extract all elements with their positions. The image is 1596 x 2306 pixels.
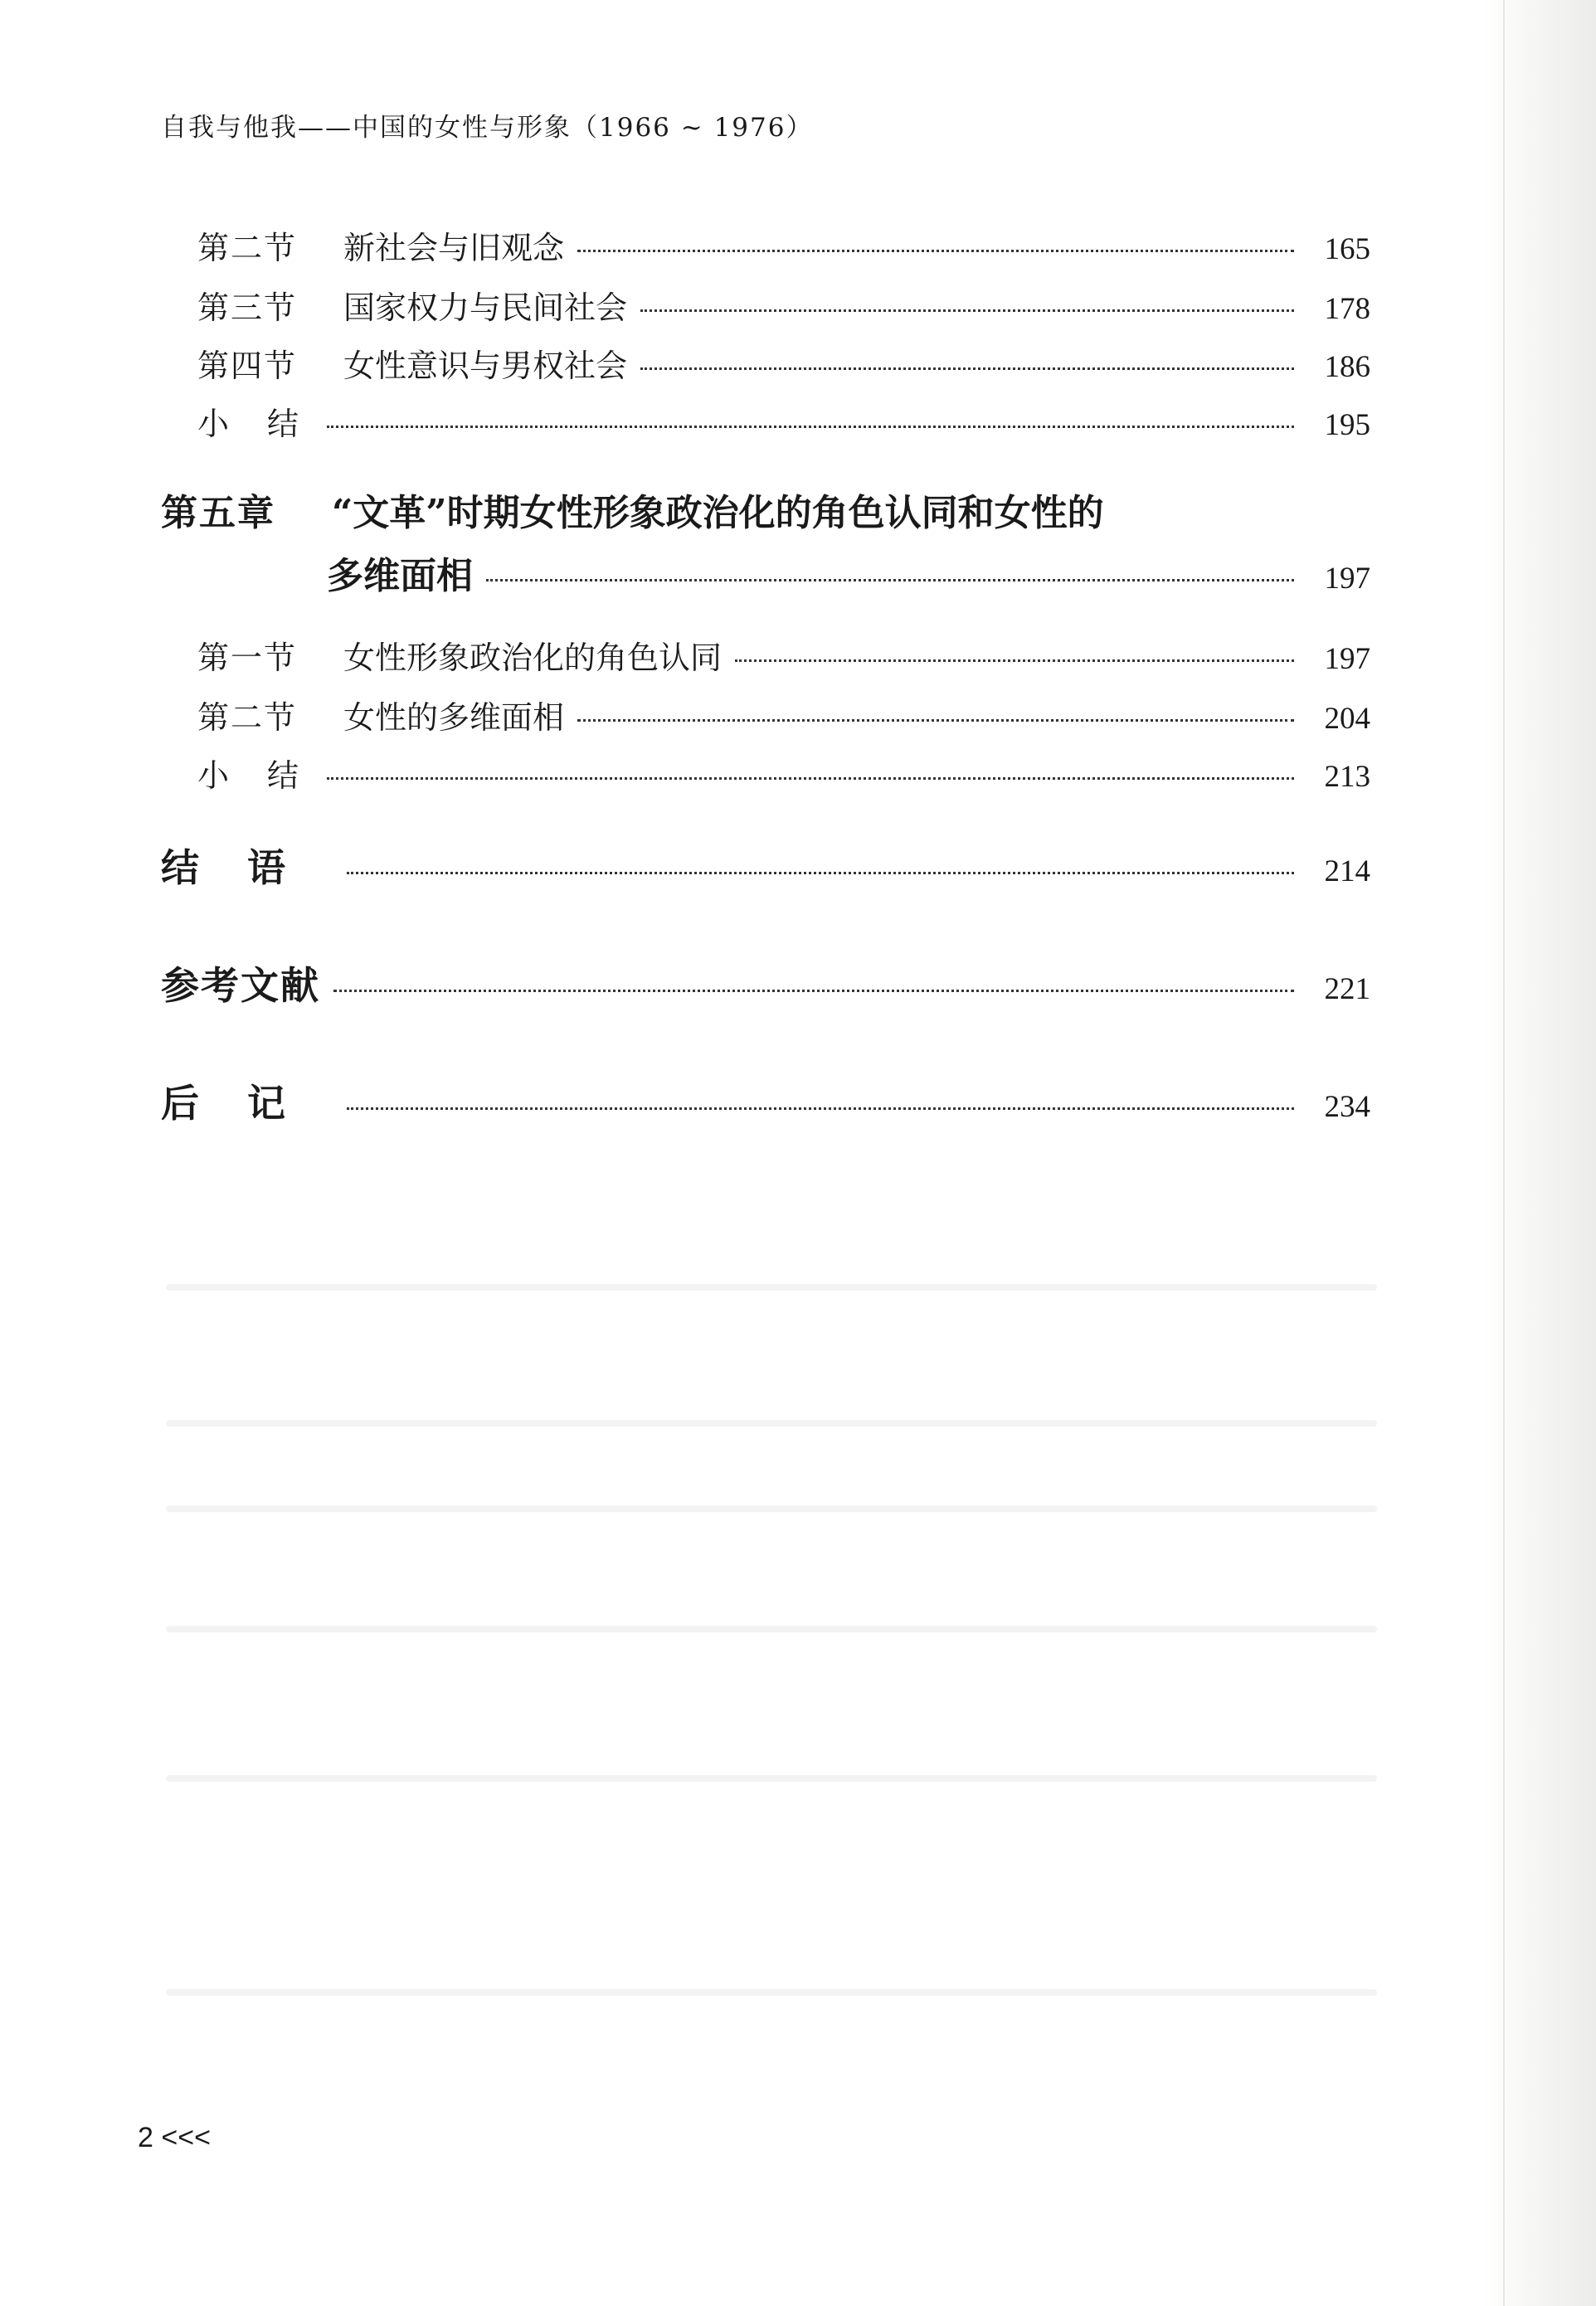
leader-dots [640, 309, 1294, 312]
toc-entry-references[interactable] [161, 956, 1370, 1007]
section-number: 第三节 [197, 289, 298, 326]
section-number: 小结 [197, 406, 338, 442]
page-number: 213 [1324, 760, 1370, 794]
bleed-through-mark [166, 1626, 1377, 1632]
page-number: 195 [1324, 408, 1370, 442]
chapter-title-line1: “文革”时期女性形象政治化的角色认同和女性的 [332, 492, 1104, 534]
leader-dots [640, 367, 1294, 370]
leader-dots [486, 579, 1294, 581]
toc-entry-postscript[interactable] [161, 1073, 1370, 1125]
toc-entry[interactable] [197, 282, 1370, 325]
leader-dots [347, 1107, 1294, 1110]
page-number: 197 [1324, 562, 1370, 596]
section-number: 小结 [197, 757, 338, 794]
toc-entry[interactable] [197, 340, 1370, 383]
running-header: 自我与他我——中国的女性与形象（1966 ~ 1976） [161, 113, 814, 143]
bleed-through-mark [166, 1420, 1377, 1427]
page-edge-line [1503, 0, 1505, 2306]
section-number: 第二节 [197, 699, 298, 736]
toc-entry[interactable] [197, 222, 1370, 265]
bleed-through-mark [166, 1989, 1377, 1996]
page-folio: 2 <<< [138, 2122, 211, 2153]
bleed-through-mark [166, 1284, 1377, 1291]
toc-entry[interactable] [197, 750, 1370, 793]
section-number: 第四节 [197, 348, 298, 384]
leader-dots [327, 777, 1294, 780]
leader-dots [577, 719, 1294, 722]
page-number: 186 [1324, 350, 1370, 384]
page-number: 178 [1324, 292, 1370, 326]
section-title: 国家权力与民间社会 [343, 289, 628, 326]
section-title: 新社会与旧观念 [343, 230, 565, 266]
leader-dots [577, 250, 1294, 252]
chapter-number: 第五章 [161, 492, 275, 534]
leader-dots [347, 872, 1294, 874]
chapter-heading[interactable] [161, 483, 1370, 533]
page-number: 204 [1324, 702, 1370, 736]
toc-entry[interactable] [197, 632, 1370, 675]
page-number: 214 [1324, 854, 1370, 888]
page-number: 234 [1324, 1090, 1370, 1124]
bleed-through-mark [166, 1506, 1377, 1512]
section-number: 第二节 [197, 230, 298, 266]
toc-entry[interactable] [197, 398, 1370, 441]
section-title: 女性形象政治化的角色认同 [343, 640, 723, 676]
toc-entry-conclusion[interactable] [161, 838, 1370, 889]
entry-label: 结语 [161, 845, 333, 890]
chapter-heading-continued[interactable] [327, 546, 1370, 596]
toc-entry[interactable] [197, 692, 1370, 735]
page-number: 221 [1324, 972, 1370, 1006]
page-number: 165 [1324, 232, 1370, 266]
section-title: 女性意识与男权社会 [343, 348, 628, 384]
chapter-title-line2: 多维面相 [327, 555, 473, 597]
section-number: 第一节 [197, 640, 298, 676]
page-number: 197 [1324, 642, 1370, 676]
bleed-through-mark [166, 1775, 1377, 1782]
section-title: 女性的多维面相 [343, 699, 565, 736]
leader-dots [735, 659, 1294, 662]
leader-dots [327, 426, 1294, 428]
leader-dots [333, 990, 1294, 992]
entry-label: 后记 [161, 1081, 333, 1126]
entry-label: 参考文献 [161, 963, 320, 1008]
